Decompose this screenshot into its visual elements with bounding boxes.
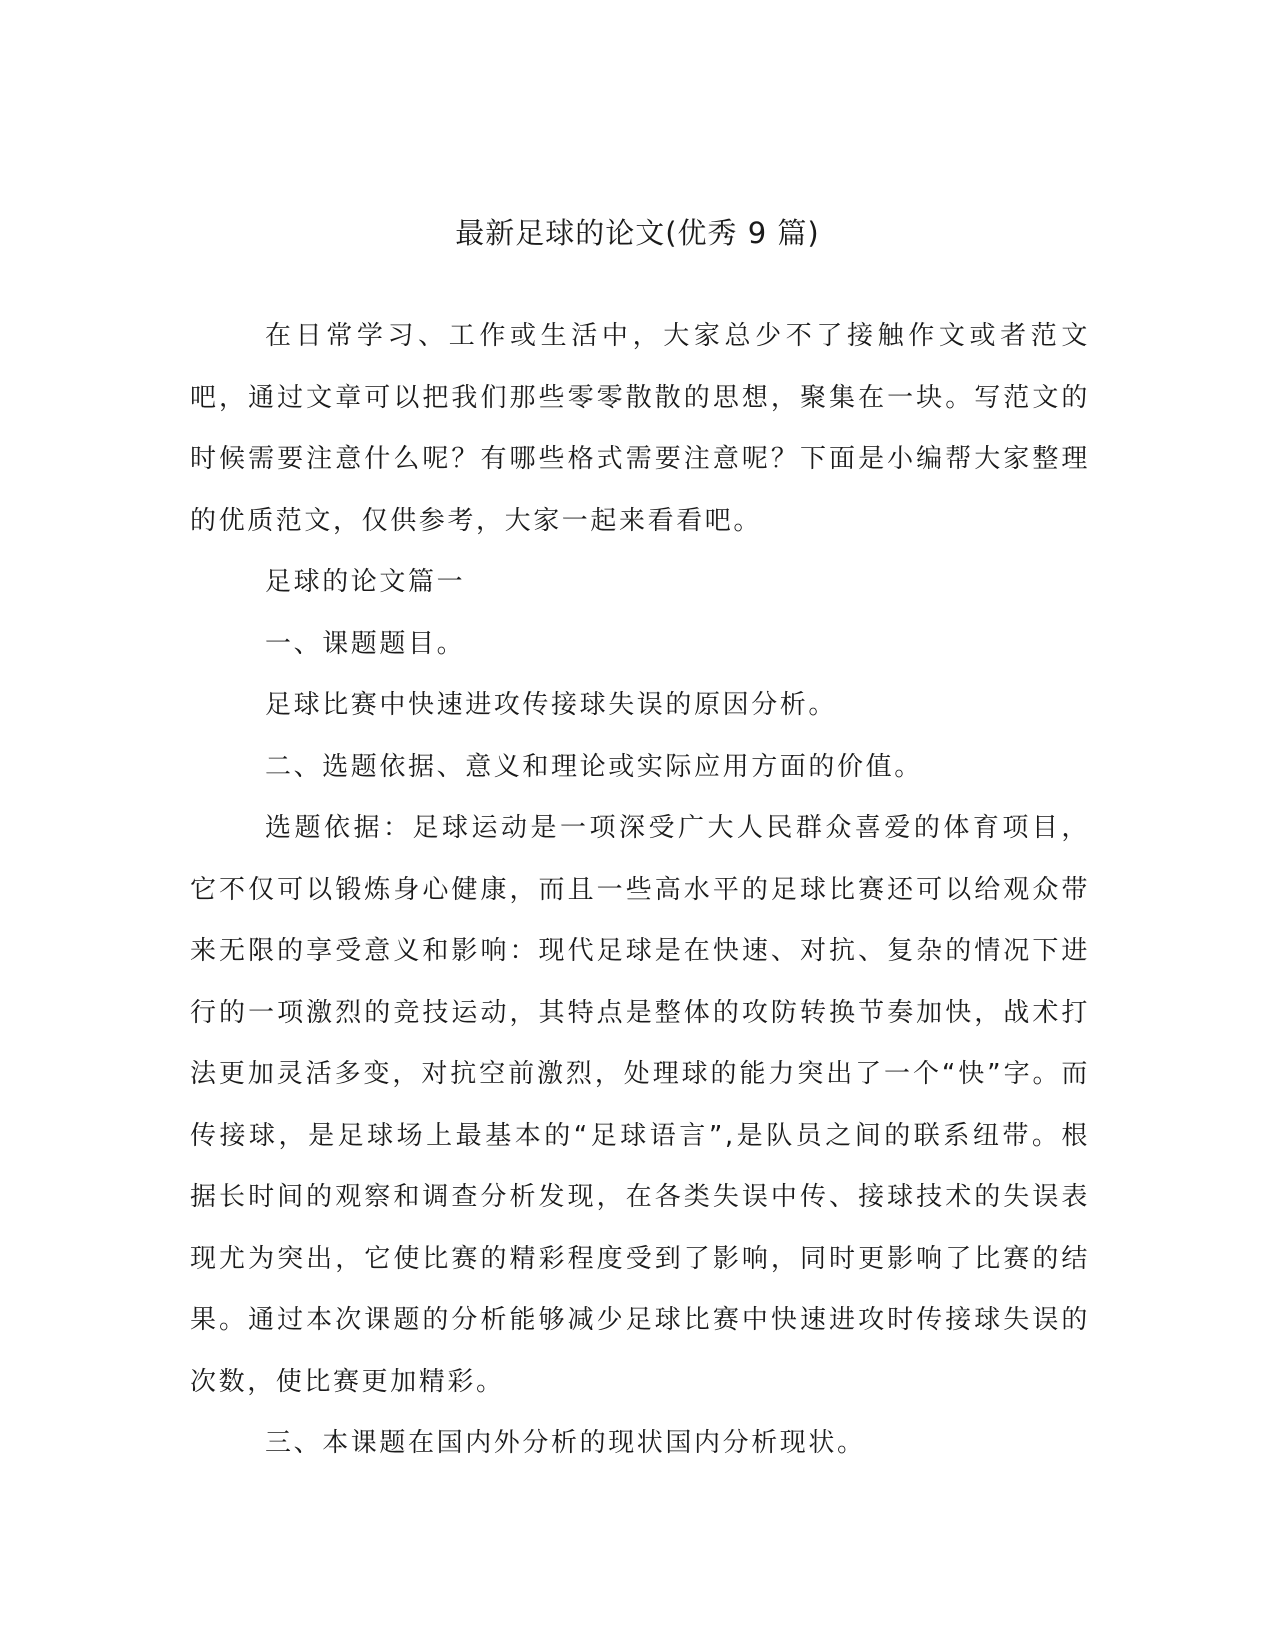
heading-status: 三、本课题在国内外分析的现状国内分析现状。 <box>265 1428 866 1458</box>
page-title: 最新足球的论文(优秀 9 篇) <box>455 216 820 250</box>
heading-basis: 二、选题依据、意义和理论或实际应用方面的价值。 <box>265 751 923 782</box>
heading-topic: 一、课题题目。 <box>265 628 466 659</box>
paragraph-intro: 在日常学习、工作或生活中，大家总少不了接触作文或者范文吧，通过文章可以把我们那些零零散散的思想，聚集在一块。写范文的时候需要注意什么呢？有哪些格式需要注意呢？下面是小编帮大家整理的优质范文，仅供参考，大家一起来看看吧。 <box>190 321 1090 536</box>
document-body <box>190 306 1090 1475</box>
paragraph-basis-text: 选题依据：足球运动是一项深受广大人民群众喜爱的体育项目，它不仅可以锻炼身心健康，而且一些高水平的足球比赛还可以给观众带来无限的享受意义和影响：现代足球是在快速、对抗、复杂的情况下进行的一项激烈的竞技运动，其特点是整体的攻防转换节奏加快，战术打法更加灵活多变，对抗空前激烈，处理球的能力突出了一个“快”字。而传接球，是足球场上最基本的“足球语言”,是队员之间的联系纽带。根据长时间的观察和调查分析发现，在各类失误中传、接球技术的失误表现尤为突出，它使比赛的精彩程度受到了影响，同时更影响了比赛的结果。通过本次课题的分析能够减少足球比赛中快速进攻时传接球失误的次数，使比赛更加精彩。 <box>190 813 1090 1397</box>
section-heading-part-one: 足球的论文篇一 <box>265 567 466 597</box>
paragraph-topic-text: 足球比赛中快速进攻传接球失误的原因分析。 <box>265 690 838 720</box>
